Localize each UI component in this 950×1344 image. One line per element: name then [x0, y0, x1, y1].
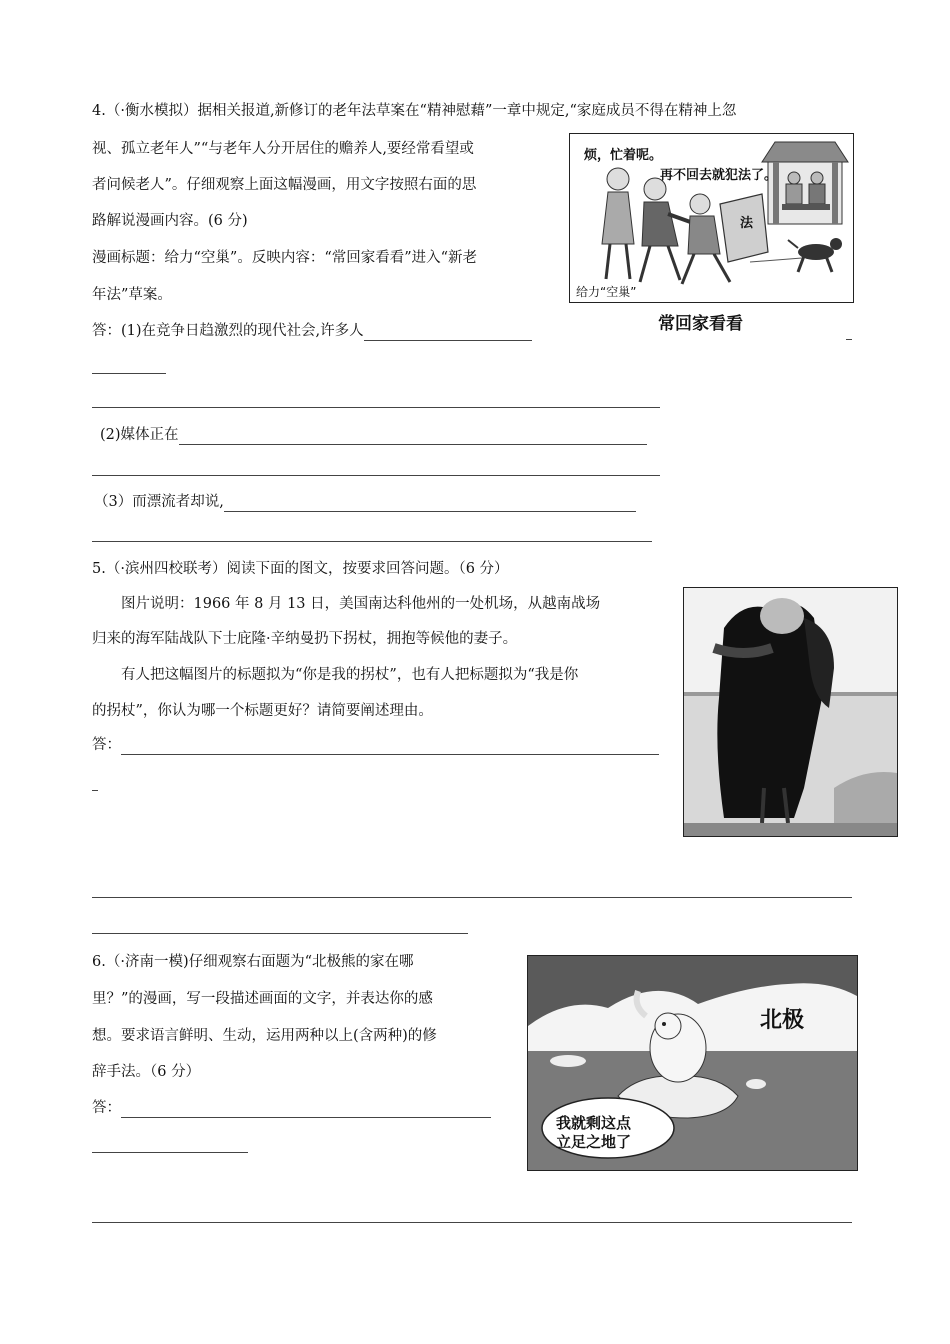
q4-line6: 年法”草案。	[92, 287, 172, 303]
q4-answer-2-blank[interactable]	[179, 428, 647, 445]
q4-cartoon	[569, 133, 854, 303]
q4-answer-1-cont[interactable]	[92, 373, 166, 374]
q4-line1: 4.（·衡水模拟）据相关报道,新修订的老年法草案在“精神慰藉”一章中规定,“家庭成员不得在精神上忽	[92, 103, 737, 119]
q5-photo	[683, 587, 898, 837]
q5-line2: 图片说明：1966 年 8 月 13 日，美国南达科他州的一处机场，从越南战场	[121, 596, 601, 612]
q4-answer-3	[94, 492, 636, 512]
q5-line4: 有人把这幅图片的标题拟为“你是我的拐杖”，也有人把标题拟为“我是你	[121, 667, 579, 683]
q5-answer-line-2[interactable]	[92, 933, 468, 934]
q4-speech-1: 烦，忙着呢。	[584, 148, 663, 163]
q4-answer-1-dash	[846, 339, 852, 340]
q5-line1: 5.（·滨州四校联考）阅读下面的图文，按要求回答问题。（6 分）	[92, 561, 509, 577]
q4-answer-3-blank[interactable]	[224, 495, 636, 512]
q6-line3: 想。要求语言鲜明、生动，运用两种以上(含两种)的修	[92, 1028, 437, 1044]
q4-speech-2: 再不回去就犯法了。	[660, 168, 778, 183]
q4-cartoon-subtitle: 常回家看看	[658, 314, 743, 334]
q4-line5: 漫画标题：给力“空巢”。反映内容：“常回家看看”进入“新老	[92, 250, 478, 266]
q4-line3: 者问候老人”。仔细观察上面这幅漫画，用文字按照右面的思	[92, 177, 477, 193]
q6-line1: 6.（·济南一模)仔细观察右面题为“北极熊的家在哪	[92, 954, 414, 970]
q4-answer-1	[92, 321, 532, 341]
q5-line5: 的拐杖”，你认为哪一个标题更好？请简要阐述理由。	[92, 703, 433, 719]
q4-answer-3-label: （3）而漂流者却说,	[94, 494, 224, 510]
q6-line2: 里？”的漫画，写一段描述画面的文字，并表达你的感	[92, 991, 433, 1007]
q6-cartoon	[527, 955, 858, 1171]
q6-cartoon-label: 北极	[760, 1008, 805, 1033]
q4-answer-2-label: (2)媒体正在	[100, 427, 179, 443]
q6-answer	[92, 1098, 491, 1118]
q4-answer-1-label: 答：(1)在竞争日趋激烈的现代社会,许多人	[92, 323, 364, 339]
q5-answer-blank[interactable]	[121, 738, 659, 755]
q4-answer-2	[100, 425, 647, 445]
q4-cartoon-caption: 给力“空巢”	[576, 285, 637, 299]
q4-answer-3-cont[interactable]	[92, 541, 652, 542]
q5-answer	[92, 735, 659, 755]
q5-photo-drawing	[684, 588, 897, 836]
q4-answer-1-blank[interactable]	[364, 324, 532, 341]
q4-line4: 路解说漫画内容。(6 分)	[92, 213, 248, 229]
q5-answer-dash	[92, 790, 98, 791]
q6-answer-line-1[interactable]	[92, 1152, 248, 1153]
q6-bubble-line-1: 我就剩这点	[556, 1114, 632, 1132]
q6-bubble-line-2: 立足之地了	[556, 1133, 632, 1151]
q4-line2: 视、孤立老年人”“与老年人分开居住的赡养人,要经常看望或	[92, 141, 474, 157]
q6-line4: 辞手法。（6 分）	[92, 1064, 201, 1080]
q4-answer-2-cont[interactable]	[92, 475, 660, 476]
q6-answer-label: 答：	[92, 1100, 121, 1116]
q6-answer-line-2[interactable]	[92, 1222, 852, 1223]
q4-book-label: 法	[740, 216, 754, 231]
q5-line3: 归来的海军陆战队下士庇隆·辛纳曼扔下拐杖，拥抱等候他的妻子。	[92, 631, 518, 647]
q5-answer-label: 答：	[92, 737, 121, 753]
q5-answer-line-1[interactable]	[92, 897, 852, 898]
q4-answer-line[interactable]	[92, 407, 660, 408]
q6-answer-blank[interactable]	[121, 1101, 491, 1118]
